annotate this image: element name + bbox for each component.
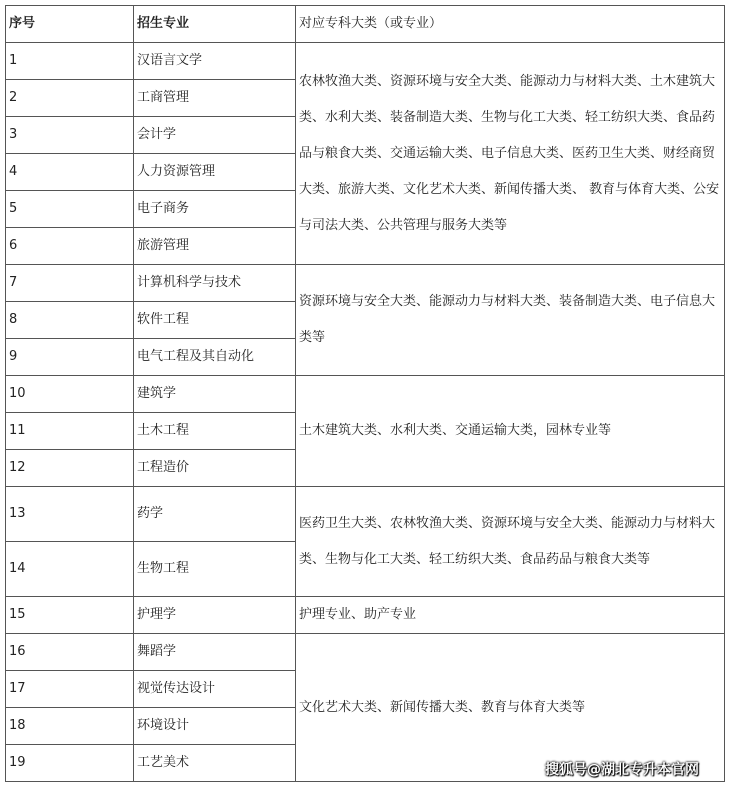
- row-number: 13: [6, 487, 134, 542]
- major-name: 会计学: [134, 117, 296, 154]
- row-number: 6: [6, 228, 134, 265]
- category-cell: 医药卫生大类、农林牧渔大类、资源环境与安全大类、能源动力与材料大类、生物与化工大类、轻工纺织大类、食品药品与粮食大类等: [296, 487, 725, 597]
- header-category: 对应专科大类（或专业）: [296, 6, 725, 43]
- row-number: 18: [6, 708, 134, 745]
- major-name: 土木工程: [134, 413, 296, 450]
- major-name: 视觉传达设计: [134, 671, 296, 708]
- header-no: 序号: [6, 6, 134, 43]
- major-name: 生物工程: [134, 542, 296, 597]
- major-name: 护理学: [134, 597, 296, 634]
- category-cell: 文化艺术大类、新闻传播大类、教育与体育大类等: [296, 634, 725, 782]
- category-cell: 资源环境与安全大类、能源动力与材料大类、装备制造大类、电子信息大类等: [296, 265, 725, 376]
- major-name: 电气工程及其自动化: [134, 339, 296, 376]
- major-name: 软件工程: [134, 302, 296, 339]
- row-number: 16: [6, 634, 134, 671]
- row-number: 3: [6, 117, 134, 154]
- major-name: 药学: [134, 487, 296, 542]
- major-name: 人力资源管理: [134, 154, 296, 191]
- category-cell: 土木建筑大类、水利大类、交通运输大类，园林专业等: [296, 376, 725, 487]
- category-cell: 农林牧渔大类、资源环境与安全大类、能源动力与材料大类、土木建筑大类、水利大类、装备制造大类、生物与化工大类、轻工纺织大类、食品药品与粮食大类、交通运输大类、电子信息大类、医药卫生大类、财经商贸大类、旅游大类、文化艺术大类、新闻传播大类、 教育与体育大类、公安与司法大类、公共管理与服务大类等: [296, 43, 725, 265]
- major-name: 旅游管理: [134, 228, 296, 265]
- table-row: [6, 487, 725, 542]
- row-number: 5: [6, 191, 134, 228]
- major-name: 环境设计: [134, 708, 296, 745]
- major-category-table: [5, 5, 725, 782]
- row-number: 10: [6, 376, 134, 413]
- header-major: 招生专业: [134, 6, 296, 43]
- major-name: 电子商务: [134, 191, 296, 228]
- major-name: 工商管理: [134, 80, 296, 117]
- major-name: 舞蹈学: [134, 634, 296, 671]
- major-name: 计算机科学与技术: [134, 265, 296, 302]
- row-number: 7: [6, 265, 134, 302]
- table-row: [6, 634, 725, 671]
- major-name: 工艺美术: [134, 745, 296, 782]
- row-number: 9: [6, 339, 134, 376]
- table-row: [6, 376, 725, 413]
- row-number: 1: [6, 43, 134, 80]
- watermark: 搜狐号@湖北专升本官网: [545, 762, 699, 778]
- major-name: 建筑学: [134, 376, 296, 413]
- table-row: [6, 597, 725, 634]
- table-row: [6, 265, 725, 302]
- table-row: [6, 43, 725, 80]
- row-number: 12: [6, 450, 134, 487]
- header-row: [6, 6, 725, 43]
- category-cell: 护理专业、助产专业: [296, 597, 725, 634]
- major-name: 工程造价: [134, 450, 296, 487]
- row-number: 8: [6, 302, 134, 339]
- row-number: 4: [6, 154, 134, 191]
- row-number: 2: [6, 80, 134, 117]
- major-name: 汉语言文学: [134, 43, 296, 80]
- row-number: 11: [6, 413, 134, 450]
- row-number: 15: [6, 597, 134, 634]
- row-number: 19: [6, 745, 134, 782]
- row-number: 17: [6, 671, 134, 708]
- row-number: 14: [6, 542, 134, 597]
